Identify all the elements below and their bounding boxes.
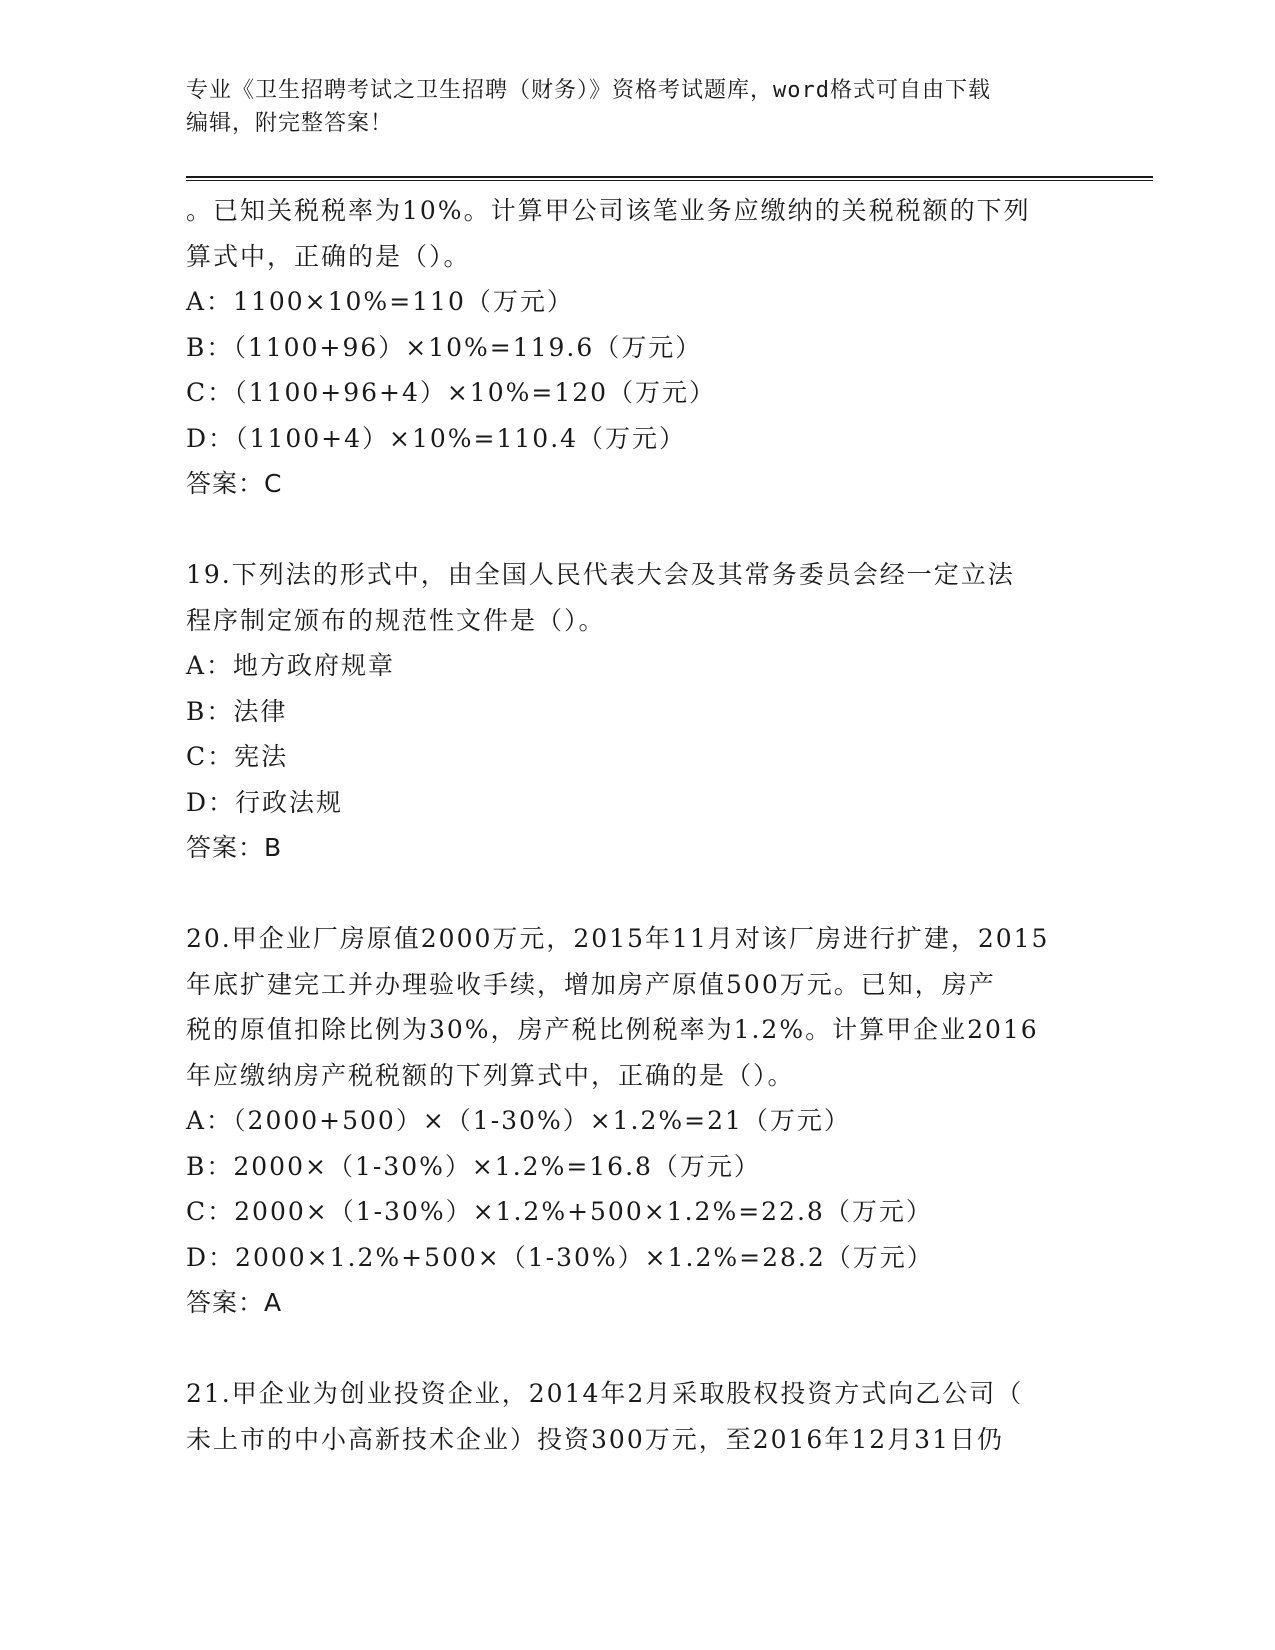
header-line-1: 专业《卫生招聘考试之卫生招聘（财务）》资格考试题库，word格式可自由下载 — [186, 78, 991, 103]
option-c: C：2000×（1-30%）×1.2%+500×1.2%=22.8（万元） — [186, 1197, 933, 1226]
question-stem-line: 年底扩建完工并办理验收手续，增加房产原值500万元。已知，房产 — [186, 969, 996, 999]
option-a: A：地方政府规章 — [186, 651, 396, 680]
question-20 — [186, 916, 1086, 1326]
option-b: B：2000×（1-30%）×1.2%=16.8（万元） — [186, 1151, 761, 1181]
option-a: A：1100×10%=110（万元） — [186, 287, 574, 316]
answer-line: 答案：C — [186, 469, 283, 498]
option-b: B：法律 — [186, 696, 288, 726]
option-a: A：（2000+500）×（1-30%）×1.2%=21（万元） — [186, 1106, 851, 1135]
question-stem-line: 算式中，正确的是（）。 — [186, 241, 471, 271]
option-d: D：（1100+4）×10%=110.4（万元） — [186, 423, 687, 453]
question-stem-line: 19.下列法的形式中，由全国人民代表大会及其常务委员会经一定立法 — [186, 560, 1015, 589]
spacer — [186, 1326, 1086, 1372]
option-c: C：（1100+96+4）×10%=120（万元） — [186, 378, 717, 407]
question-18 — [186, 188, 1086, 507]
question-21 — [186, 1371, 1086, 1462]
option-d: D：行政法规 — [186, 787, 344, 817]
header-line-2: 编辑，附完整答案！ — [186, 111, 394, 136]
document-body — [186, 188, 1086, 1462]
answer-line: 答案：A — [186, 1288, 283, 1317]
answer-line: 答案：B — [186, 833, 283, 862]
question-stem-line: 。已知关税税率为10%。计算甲公司该笔业务应缴纳的关税税额的下列 — [186, 196, 1031, 225]
option-b: B：（1100+96）×10%=119.6（万元） — [186, 332, 703, 362]
question-stem-line: 未上市的中小高新技术企业）投资300万元，至2016年12月31日仍 — [186, 1424, 1004, 1454]
question-stem-line: 20.甲企业厂房原值2000万元，2015年11月对该厂房进行扩建，2015 — [186, 924, 1050, 953]
spacer — [186, 871, 1086, 917]
question-stem-line: 年应缴纳房产税税额的下列算式中，正确的是（）。 — [186, 1060, 795, 1090]
question-stem-line: 税的原值扣除比例为30%，房产税比例税率为1.2%。计算甲企业2016 — [186, 1015, 1039, 1044]
question-stem-line: 程序制定颁布的规范性文件是（）。 — [186, 605, 606, 635]
question-stem-line: 21.甲企业为创业投资企业，2014年2月采取股权投资方式向乙公司（ — [186, 1379, 1024, 1408]
option-d: D：2000×1.2%+500×（1-30%）×1.2%=28.2（万元） — [186, 1242, 934, 1272]
question-19 — [186, 552, 1086, 871]
spacer — [186, 507, 1086, 553]
header-divider — [186, 176, 1153, 181]
document-header — [186, 74, 1086, 140]
option-c: C：宪法 — [186, 742, 289, 771]
